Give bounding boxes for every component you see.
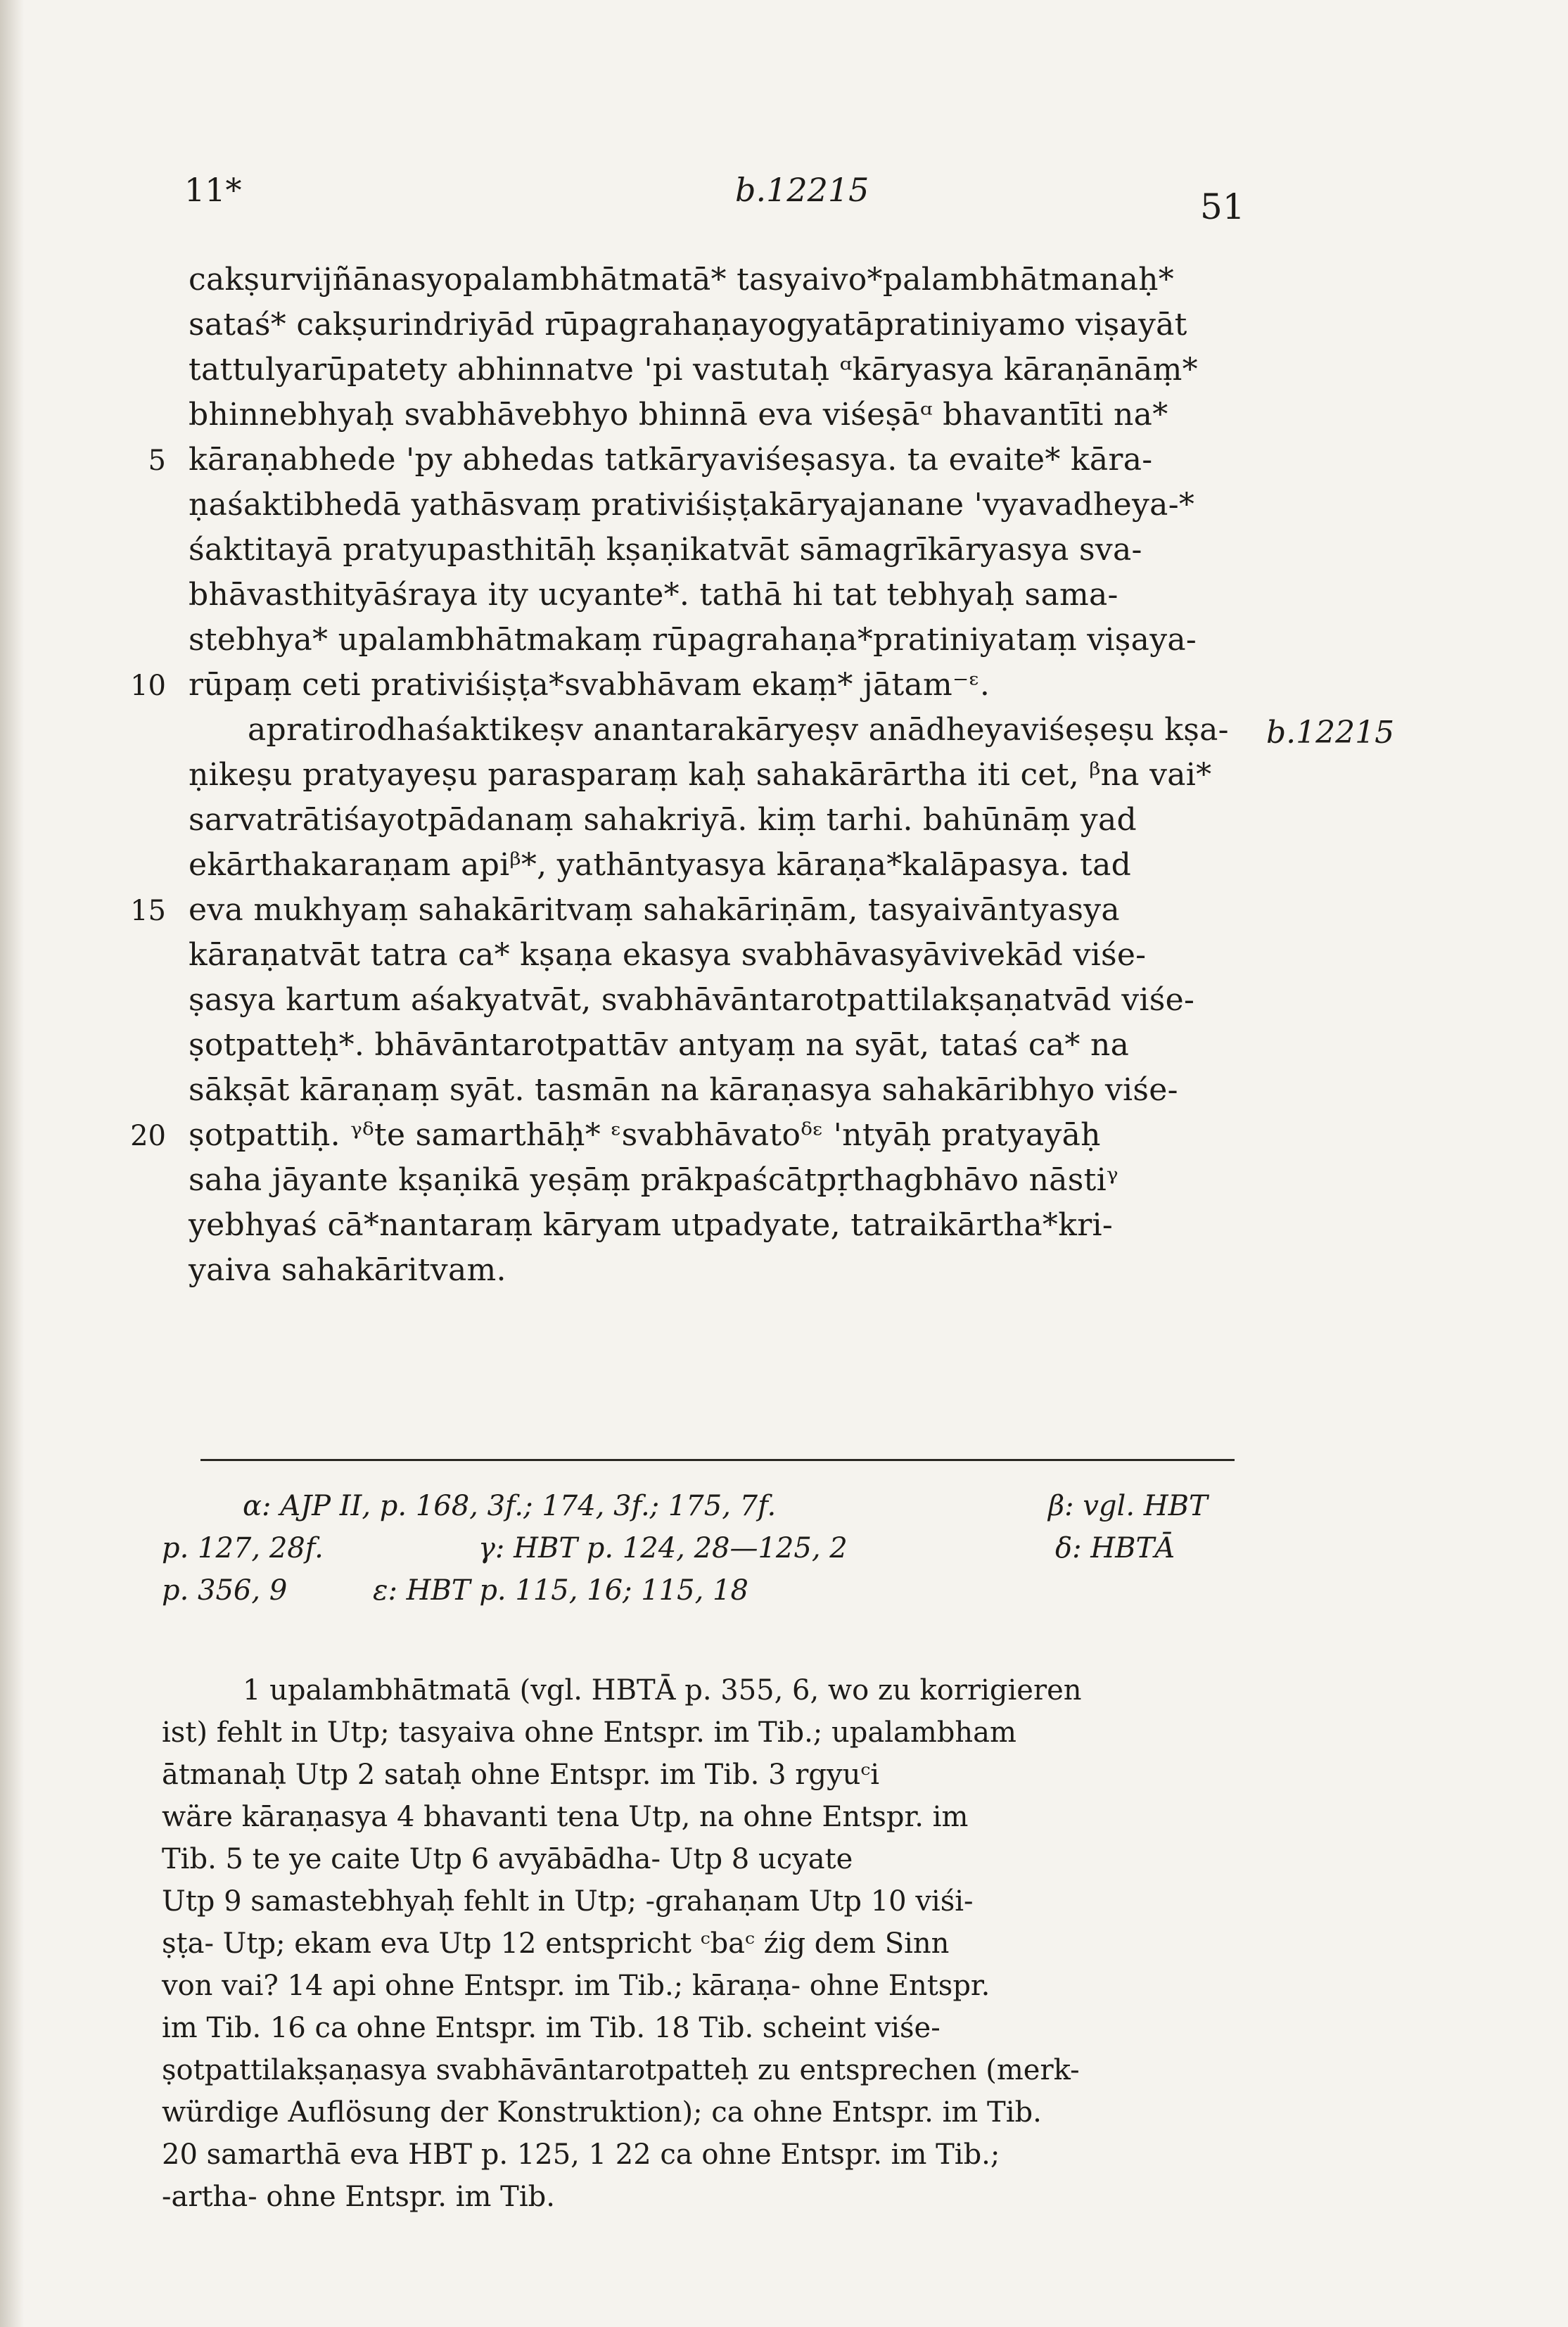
- sigla-entry: α: AJP II, p. 168, 3f.; 174, 3f.; 175, 7f.: [243, 1490, 777, 1522]
- margin-reference: b.12215: [1266, 715, 1395, 751]
- text-line: ṣotpatteḥ*. bhāvāntarotpattāv antyaṃ na syāt, tataś ca* na: [189, 1027, 1130, 1063]
- text-line: sarvatrātiśayotpādanaṃ sahakriyā. kiṃ tarhi. bahūnāṃ yad: [189, 802, 1137, 838]
- note-line: im Tib. 16 ca ohne Entspr. im Tib. 18 Tib. scheint viśe-: [162, 2012, 941, 2044]
- sigla-entry: ε: HBT p. 115, 16; 115, 18: [373, 1574, 748, 1607]
- text-line: stebhya* upalambhātmakaṃ rūpagrahaṇa*pratiniyataṃ viṣaya-: [189, 622, 1197, 658]
- text-line: apratirodhaśaktikeṣv anantarakāryeṣv anādheyaviśeṣeṣu kṣa-: [248, 712, 1229, 748]
- separator-rule: [200, 1459, 1235, 1461]
- text-line: cakṣurvijñānasyopalambhātmatā* tasyaivo*palambhātmanaḥ*: [189, 262, 1175, 298]
- text-line: rūpaṃ ceti prativiśiṣṭa*svabhāvam ekaṃ* jātam⁻ᵋ.: [189, 667, 990, 703]
- note-line: von vai? 14 api ohne Entspr. im Tib.; kāraṇa- ohne Entspr.: [162, 1970, 990, 2002]
- text-line: ṣasya kartum aśakyatvāt, svabhāvāntarotpattilakṣaṇatvād viśe-: [189, 982, 1195, 1018]
- sigla-entry: δ: HBTĀ: [1055, 1532, 1175, 1564]
- signature-mark: 11*: [184, 171, 242, 209]
- note-line: 1 upalambhātmatā (vgl. HBTĀ p. 355, 6, wo zu korrigieren: [243, 1674, 1082, 1707]
- text-line: ekārthakaraṇam apiᵝ*, yathāntyasya kāraṇa*kalāpasya. tad: [189, 847, 1132, 883]
- note-line: Tib. 5 te ye caite Utp 6 avyābādha- Utp 8 ucyate: [162, 1843, 853, 1875]
- line-number: 5: [148, 445, 166, 477]
- sigla-entry: γ: HBT p. 124, 28—125, 2: [478, 1532, 848, 1564]
- sigla-entry: p. 356, 9: [162, 1574, 288, 1607]
- line-number: 20: [130, 1120, 166, 1152]
- text-line: yaiva sahakāritvam.: [189, 1252, 506, 1288]
- text-line: bhāvasthityāśraya ity ucyante*. tathā hi tat tebhyaḥ sama-: [189, 577, 1118, 613]
- text-line: ṇaśaktibhedā yathāsvaṃ prativiśiṣṭakāryajanane 'vyavadheya-*: [189, 487, 1195, 523]
- line-number: 15: [130, 895, 166, 927]
- text-line: sataś* cakṣurindriyād rūpagrahaṇayogyatāpratiniyamo viṣayāt: [189, 307, 1187, 343]
- page-scan-edge: [0, 0, 24, 2327]
- note-line: wäre kāraṇasya 4 bhavanti tena Utp, na ohne Entspr. im: [162, 1801, 969, 1833]
- text-line: ṣotpattiḥ. ᵞᵟte samarthāḥ* ᵋsvabhāvatoᵟᵋ 'ntyāḥ pratyayāḥ: [189, 1117, 1101, 1153]
- note-line: ṣṭa- Utp; ekam eva Utp 12 entspricht ᶜbaᶜ źig dem Sinn: [162, 1927, 950, 1960]
- note-line: -artha- ohne Entspr. im Tib.: [162, 2181, 555, 2213]
- line-number: 10: [130, 670, 166, 702]
- note-line: 20 samarthā eva HBT p. 125, 1 22 ca ohne Entspr. im Tib.;: [162, 2138, 1000, 2171]
- text-line: kāraṇatvāt tatra ca* kṣaṇa ekasya svabhāvasyāvivekād viśe-: [189, 937, 1147, 973]
- text-line: tattulyarūpatety abhinnatve 'pi vastutaḥ ᵅkāryasya kāraṇānāṃ*: [189, 352, 1198, 388]
- text-line: saha jāyante kṣaṇikā yeṣāṃ prākpaścātpṛthagbhāvo nāstiᵞ: [189, 1162, 1118, 1198]
- sigla-entry: p. 127, 28f.: [162, 1532, 324, 1564]
- text-line: ṇikeṣu pratyayeṣu parasparaṃ kaḥ sahakārārtha iti cet, ᵝna vai*: [189, 757, 1212, 793]
- running-reference: b.12215: [735, 171, 869, 209]
- note-line: ātmanaḥ Utp 2 sataḥ ohne Entspr. im Tib. 3 rgyuᶜi: [162, 1759, 879, 1791]
- page-number: 51: [1200, 186, 1245, 227]
- text-line: śaktitayā pratyupasthitāḥ kṣaṇikatvāt sāmagrīkāryasya sva-: [189, 532, 1142, 568]
- text-line: bhinnebhyaḥ svabhāvebhyo bhinnā eva viśeṣāᵅ bhavantīti na*: [189, 397, 1168, 433]
- note-line: ṣotpattilakṣaṇasya svabhāvāntarotpatteḥ zu entsprechen (merk-: [162, 2054, 1080, 2086]
- sigla-entry: β: vgl. HBT: [1048, 1490, 1208, 1522]
- text-line: yebhyaś cā*nantaraṃ kāryam utpadyate, tatraikārtha*kri-: [189, 1207, 1114, 1243]
- text-line: eva mukhyaṃ sahakāritvaṃ sahakāriṇām, tasyaivāntyasya: [189, 892, 1120, 928]
- note-line: würdige Auflösung der Konstruktion); ca ohne Entspr. im Tib.: [162, 2096, 1042, 2129]
- text-line: sākṣāt kāraṇaṃ syāt. tasmān na kāraṇasya sahakāribhyo viśe-: [189, 1072, 1178, 1108]
- note-line: ist) fehlt in Utp; tasyaiva ohne Entspr. im Tib.; upalambham: [162, 1716, 1016, 1749]
- note-line: Utp 9 samastebhyaḥ fehlt in Utp; -grahaṇam Utp 10 viśi-: [162, 1885, 974, 1918]
- text-line: kāraṇabhede 'py abhedas tatkāryaviśeṣasya. ta evaite* kāra-: [189, 442, 1153, 478]
